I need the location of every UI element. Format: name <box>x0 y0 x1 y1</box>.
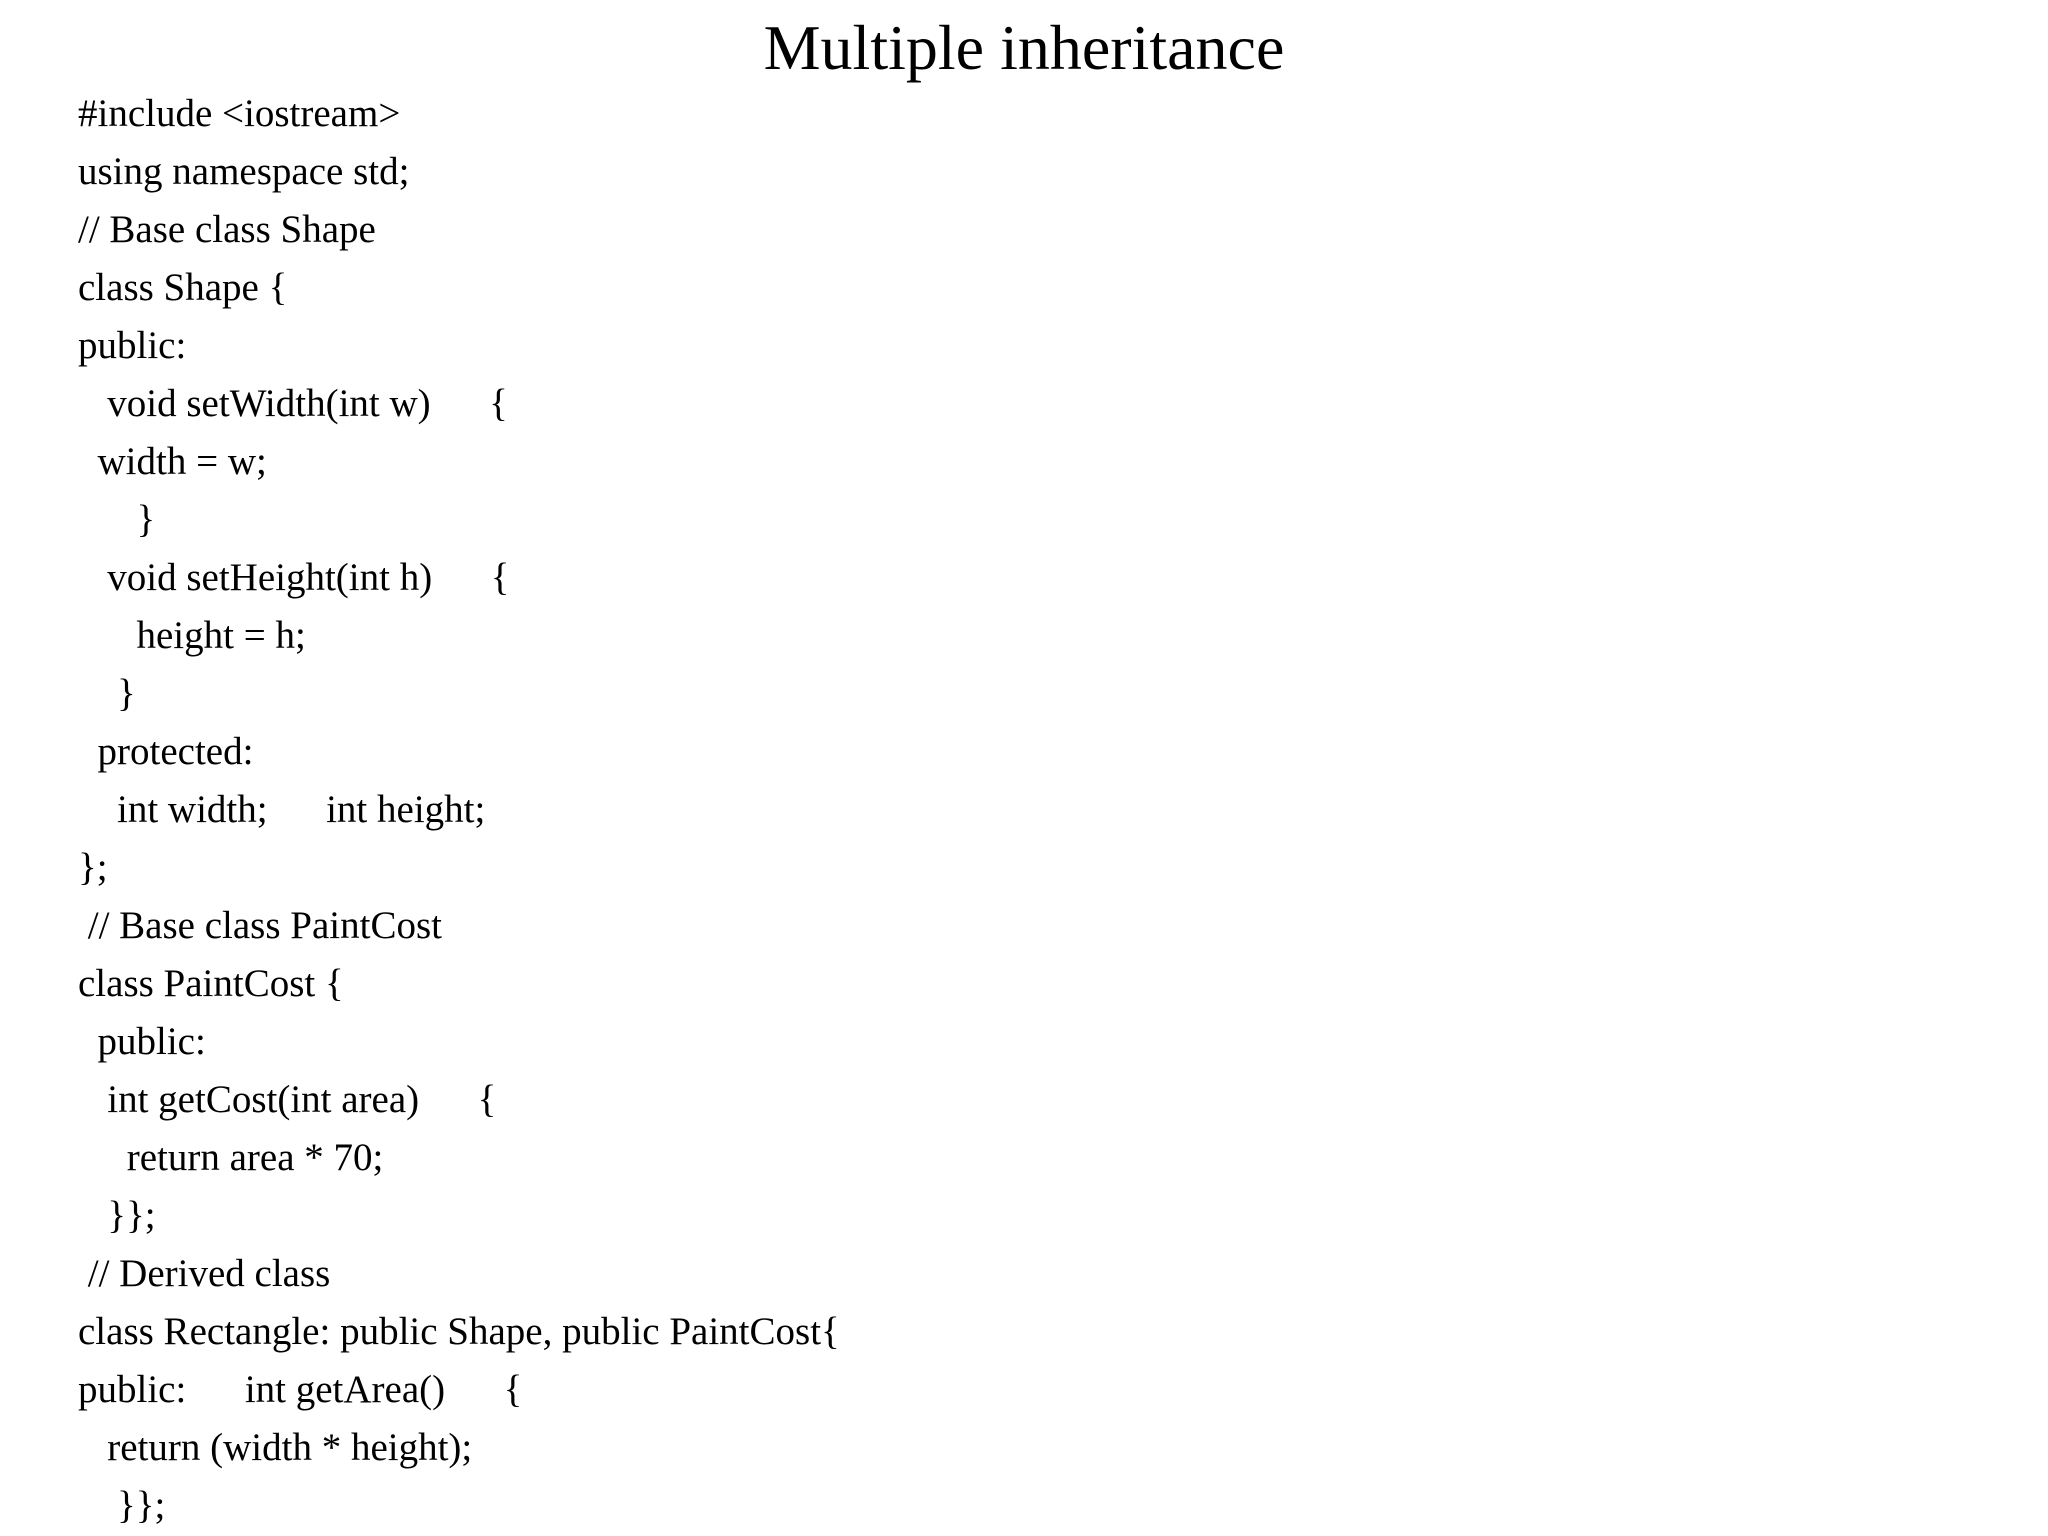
code-line: }}; <box>78 1484 166 1527</box>
code-line: // Base class Shape <box>78 208 376 251</box>
code-line: width = w; <box>78 440 267 483</box>
code-line: } <box>78 672 136 715</box>
code-line: class PaintCost { <box>78 962 344 1005</box>
code-line: void setWidth(int w) { <box>78 382 508 425</box>
code-line: class Shape { <box>78 266 288 309</box>
code-line: }; <box>78 846 108 889</box>
code-block <box>78 85 840 1535</box>
slide-title: Multiple inheritance <box>763 12 1285 83</box>
code-line: public: int getArea() { <box>78 1368 523 1411</box>
code-line: return (width * height); <box>78 1426 473 1469</box>
code-line: void setHeight(int h) { <box>78 556 510 599</box>
code-line: // Base class PaintCost <box>78 904 442 947</box>
code-line: }}; <box>78 1194 156 1237</box>
code-line: #include <iostream> <box>78 92 401 135</box>
code-line: // Derived class <box>78 1252 331 1295</box>
code-line: public: <box>78 1020 206 1063</box>
code-line: public: <box>78 324 187 367</box>
code-line: return area * 70; <box>78 1136 384 1179</box>
code-line: using namespace std; <box>78 150 410 193</box>
code-line: int width; int height; <box>78 788 486 831</box>
code-line: } <box>78 498 156 541</box>
code-line: class Rectangle: public Shape, public PaintCost{ <box>78 1310 840 1353</box>
code-line: height = h; <box>78 614 306 657</box>
code-line: int getCost(int area) { <box>78 1078 497 1121</box>
code-line: protected: <box>78 730 254 773</box>
